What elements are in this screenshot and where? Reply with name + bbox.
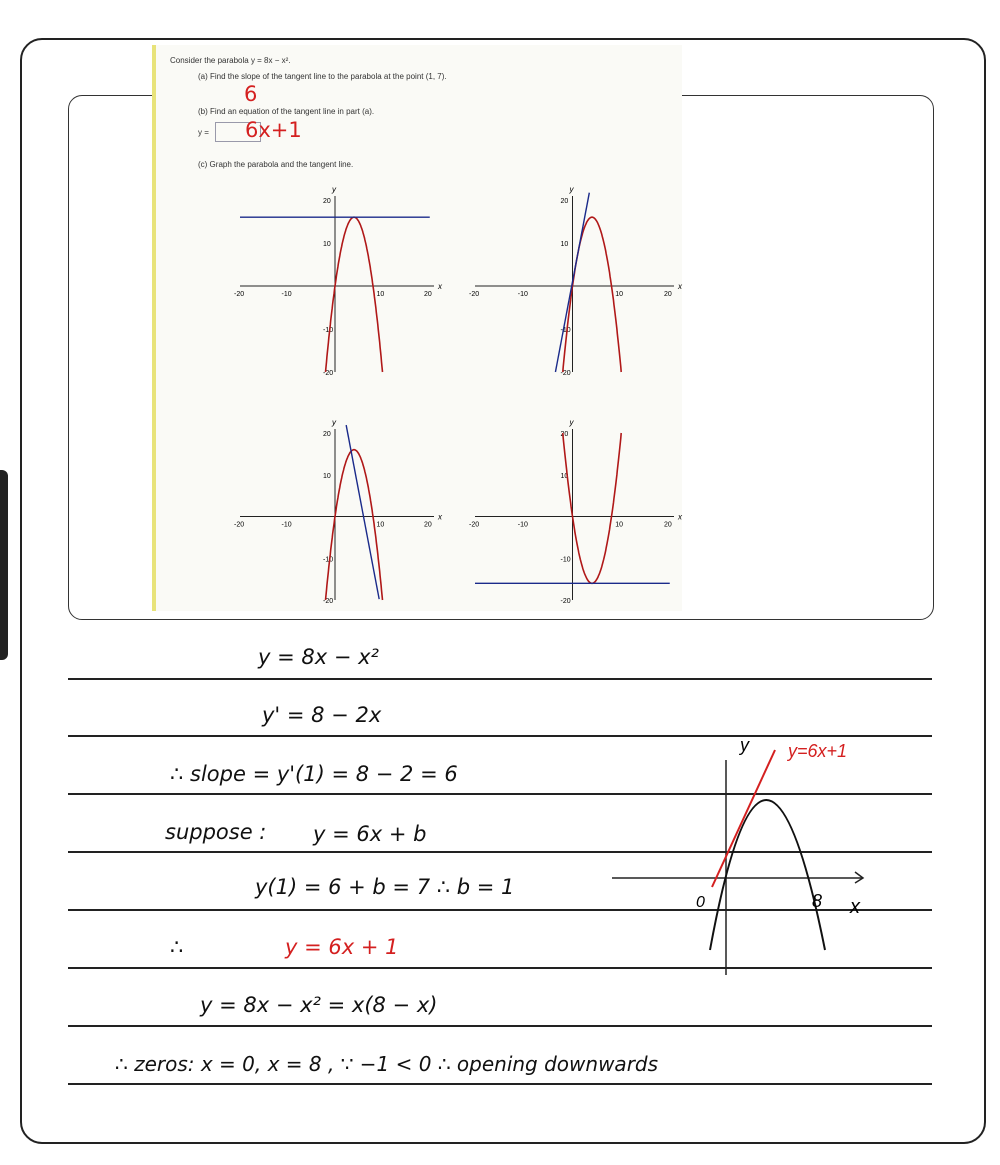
graph-b[interactable]: [460, 170, 685, 380]
solution-line-6-label: ∴: [170, 935, 184, 959]
y-tick-label: -20: [560, 370, 571, 377]
y-tick-label: 20: [560, 198, 569, 205]
x-tick-label: -10: [517, 521, 528, 529]
solution-line-3: ∴ slope = y'(1) = 8 − 2 = 6: [170, 762, 458, 786]
y-equals-label: y =: [198, 128, 209, 137]
y-tick-label: 20: [323, 198, 331, 205]
sketch-parabola: [710, 800, 825, 950]
x-axis-label: x: [438, 282, 442, 291]
x-tick-label: -10: [281, 521, 292, 529]
x-axis-label: x: [438, 512, 442, 522]
y-tick-label: 20: [560, 431, 569, 438]
x-tick-label: -10: [517, 291, 528, 298]
parabola-curve: [560, 217, 624, 372]
side-tab[interactable]: [0, 470, 8, 660]
sketch-y-label: y: [740, 735, 749, 755]
question-part-c: (c) Graph the parabola and the tangent line.: [198, 160, 354, 169]
solution-line-2: y' = 8 − 2x: [262, 703, 382, 727]
y-tick-label: 10: [323, 241, 331, 248]
sketch-tangent: [712, 750, 775, 887]
y-tick-label: -10: [323, 556, 334, 564]
x-tick-label: -10: [281, 291, 292, 298]
solution-line-4-label: suppose :: [165, 820, 267, 844]
parabola-curve: [326, 217, 383, 372]
x-tick-label: 20: [664, 291, 672, 298]
x-tick-label: -20: [469, 291, 480, 298]
x-tick-label: -20: [469, 521, 480, 529]
y-axis-label: y: [332, 185, 336, 194]
solution-line-5: y(1) = 6 + b = 7 ∴ b = 1: [255, 875, 515, 899]
y-tick-label: -20: [323, 370, 334, 377]
y-tick-label: -20: [560, 598, 571, 605]
y-tick-label: -10: [560, 327, 571, 334]
ruled-line: [68, 1083, 932, 1085]
x-tick-label: 10: [615, 291, 624, 298]
x-axis-label: x: [678, 282, 682, 291]
x-tick-label: 20: [424, 521, 432, 529]
solution-line-1: y = 8x − x²: [258, 645, 379, 669]
x-tick-label: 10: [376, 291, 385, 298]
y-tick-label: -10: [560, 556, 571, 564]
y-tick-label: 10: [560, 241, 569, 248]
part-b-answer: 6x+1: [245, 118, 302, 142]
solution-line-8: ∴ zeros: x = 0, x = 8 , ∵ −1 < 0 ∴ opening downwards: [115, 1052, 659, 1076]
y-axis-label: y: [569, 185, 574, 194]
x-tick-label: -20: [234, 521, 245, 529]
parabola-sketch: [600, 735, 900, 980]
sketch-origin: 0: [696, 894, 705, 911]
y-tick-label: 10: [560, 472, 569, 480]
y-tick-label: -10: [323, 327, 334, 334]
solution-line-4: y = 6x + b: [313, 822, 427, 846]
part-a-answer: 6: [244, 82, 258, 106]
sketch-tangent-label: y=6x+1: [788, 741, 848, 761]
y-axis-label: y: [332, 418, 336, 427]
graph-a[interactable]: [225, 170, 445, 380]
ruled-line: [68, 678, 932, 680]
solution-line-7: y = 8x − x² = x(8 − x): [200, 993, 438, 1017]
solution-line-6: y = 6x + 1: [285, 935, 399, 959]
y-tick-label: 20: [323, 431, 331, 438]
graph-d[interactable]: [460, 403, 685, 608]
question-part-a: (a) Find the slope of the tangent line to the parabola at the point (1, 7).: [198, 72, 447, 81]
tangent-line: [346, 425, 379, 599]
y-tick-label: -20: [323, 598, 334, 605]
x-tick-label: 20: [664, 521, 672, 529]
question-intro: Consider the parabola y = 8x − x².: [170, 56, 291, 65]
x-tick-label: -20: [234, 291, 245, 298]
y-tick-label: 10: [323, 472, 331, 480]
sketch-x-label: x: [850, 896, 860, 918]
x-tick-label: 10: [376, 521, 385, 529]
sketch-zero-8: 8: [812, 891, 823, 911]
question-part-b: (b) Find an equation of the tangent line in part (a).: [198, 107, 375, 116]
graph-c[interactable]: [225, 403, 445, 608]
ruled-line: [68, 1025, 932, 1027]
x-tick-label: 10: [615, 521, 624, 529]
x-axis-label: x: [678, 512, 682, 522]
x-tick-label: 20: [424, 291, 432, 298]
parabola-curve: [326, 450, 383, 600]
y-axis-label: y: [569, 418, 574, 427]
